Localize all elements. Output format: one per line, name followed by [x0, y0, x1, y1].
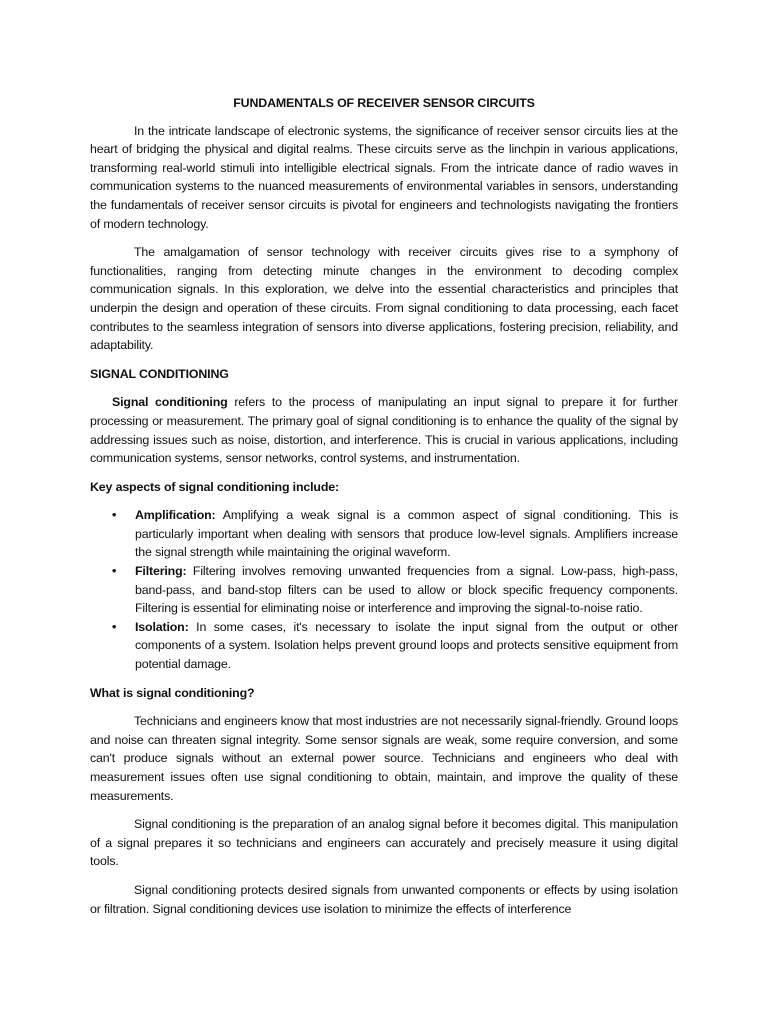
body-paragraph: Signal conditioning protects desired signals from unwanted components or effects by using isolation or filtration. Signal conditioning devices use isolation to minimize the effects of interference [90, 882, 678, 916]
bullet-icon: • [112, 564, 117, 579]
aspect-text: Filtering involves removing unwanted frequencies from a signal. Low-pass, high-pass, band-pass, and band-stop filters can be used to allow or block specific frequency components. Filtering is essential for eliminating noise or interference and improving the signal-to-noise ratio. [135, 564, 678, 616]
key-aspects-heading: Key aspects of signal conditioning include: [90, 479, 339, 494]
page-title: FUNDAMENTALS OF RECEIVER SENSOR CIRCUITS [233, 96, 535, 110]
list-item [90, 562, 678, 618]
list-item [90, 618, 678, 674]
section-heading: SIGNAL CONDITIONING [90, 366, 229, 381]
definition-term: Signal conditioning [112, 395, 228, 410]
intro-paragraph: In the intricate landscape of electronic systems, the significance of receiver sensor circuits lies at the heart of bridging the physical and digital realms. These circuits serve as the linchpin in various applications, transforming real-world stimuli into intelligible electrical signals. From the intricate dance of radio waves in communication systems to the nuanced measurements of environmental variables in sensors, understanding the fundamentals of receiver sensor circuits is pivotal for engineers and technologists navigating the frontiers of modern technology. [90, 123, 678, 231]
question-heading: What is signal conditioning? [90, 685, 255, 700]
aspect-term: Amplification: [135, 508, 216, 523]
aspect-text: In some cases, it's necessary to isolate the input signal from the output or other components of a system. Isolation helps prevent ground loops and protects sensitive equipment from potential damage. [135, 619, 678, 672]
key-aspects-list [90, 506, 678, 673]
body-paragraph: Signal conditioning is the preparation of an analog signal before it becomes digital. This manipulation of a signal prepares it so technicians and engineers can accurately and precisely measure it using digital tools. [90, 817, 678, 869]
aspect-term: Filtering: [135, 564, 187, 579]
definition-text: refers to the process of manipulating an input signal to prepare it for further processing or measurement. The primary goal of signal conditioning is to enhance the quality of the signal by addressing issues such as noise, distortion, and interference. This is crucial in various applications, including communication systems, sensor networks, control systems, and instrumentation. [90, 395, 678, 466]
definition-paragraph [90, 393, 678, 467]
aspect-term: Isolation: [135, 619, 189, 634]
document-body [90, 94, 678, 928]
list-item [90, 506, 678, 562]
bullet-icon: • [112, 619, 117, 634]
bullet-icon: • [112, 508, 117, 523]
intro-paragraph: The amalgamation of sensor technology with receiver circuits gives rise to a symphony of functionalities, ranging from detecting minute changes in the environment to decoding complex communication signals. In this exploration, we delve into the essential characteristics and principles that underpin the design and operation of these circuits. From signal conditioning to data processing, each facet contributes to the seamless integration of sensors into diverse applications, fostering precision, reliability, and adaptability. [90, 245, 678, 353]
aspect-text: Amplifying a weak signal is a common aspect of signal conditioning. This is particularly important when dealing with sensors that produce low-level signals. Amplifiers increase the signal strength while maintaining the original waveform. [135, 508, 678, 560]
body-paragraph: Technicians and engineers know that most industries are not necessarily signal-friendly. Ground loops and noise can threaten signal integrity. Some sensor signals are weak, some require conversion, and some can't produce signals without an external power source. Technicians and engineers who deal with measurement issues often use signal conditioning to obtain, maintain, and improve the quality of these measurements. [90, 714, 678, 803]
